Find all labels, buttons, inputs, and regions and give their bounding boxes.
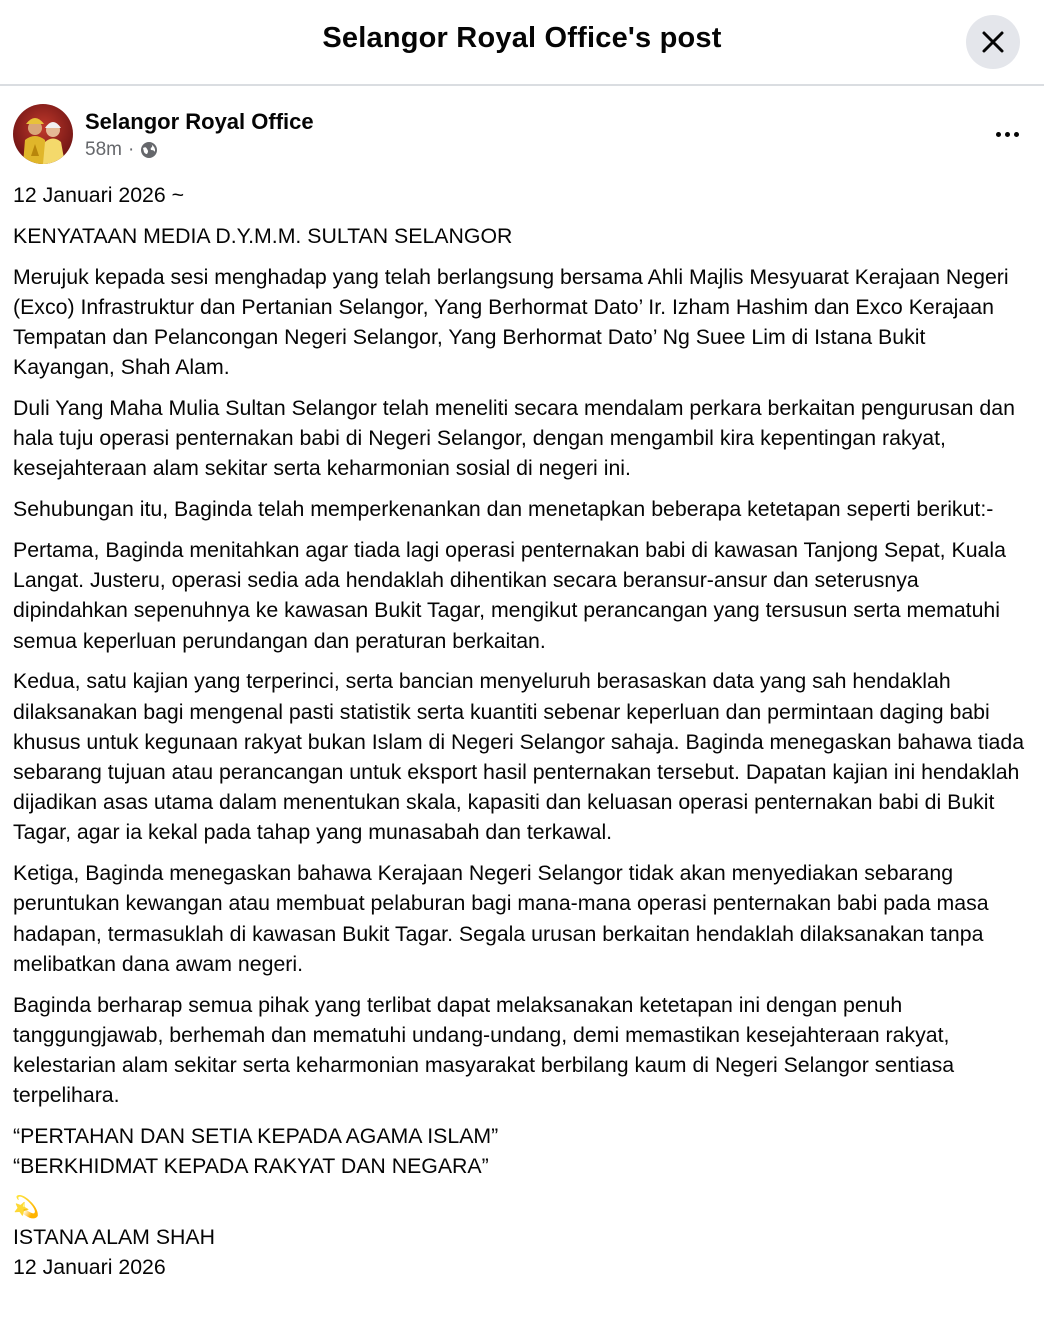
sparkle-emoji: 💫 bbox=[13, 1195, 40, 1220]
post-paragraph: Ketiga, Baginda menegaskan bahawa Kerajaan Negeri Selangor tidak akan menyediakan sebarang peruntukan kewangan atau membuat pelaburan bagi mana-mana operasi penternakan babi pada masa hadapan, termasuklah di kawasan Bukit Tagar. Segala urusan berkaitan hendaklah dilaksanakan tanpa melibatkan dana awam negeri. bbox=[13, 861, 989, 976]
dialog-header bbox=[0, 0, 1044, 86]
meta-separator: · bbox=[127, 139, 135, 160]
post-body bbox=[13, 180, 1033, 1293]
motto-line: “BERKHIDMAT KEPADA RAKYAT DAN NEGARA” bbox=[13, 1154, 489, 1179]
motto bbox=[13, 1121, 1033, 1181]
more-options-dot bbox=[1014, 132, 1019, 137]
author-name[interactable]: Selangor Royal Office bbox=[85, 109, 314, 134]
post-paragraph: Sehubungan itu, Baginda telah memperkenankan dan menetapkan beberapa ketetapan seperti berikut:- bbox=[13, 497, 994, 522]
post-paragraph: Duli Yang Maha Mulia Sultan Selangor telah meneliti secara mendalam perkara berkaitan pengurusan dan hala tuju operasi penternakan babi di Negeri Selangor, dengan mengambil kira kepentingan rakyat, kesejahteraan alam sekitar serta keharmonian sosial di negeri ini. bbox=[13, 396, 1015, 481]
signature bbox=[13, 1192, 1033, 1283]
signature-date: 12 Januari 2026 bbox=[13, 1255, 166, 1280]
more-options-icon bbox=[996, 132, 1001, 137]
post-paragraph: Kedua, satu kajian yang terperinci, serta bancian menyeluruh berasaskan data yang sah hendaklah dilaksanakan bagi mengenal pasti statistik serta kuantiti sebenar keperluan dan permintaan daging babi khusus untuk kegunaan rakyat bukan Islam di Negeri Selangor sahaja. Baginda menegaskan bahawa tiada sebarang tujuan atau perancangan untuk eksport hasil penternakan tersebut. Dapatan kajian ini hendaklah dijadikan asas utama dalam menentukan skala, kapasiti dan keluasan operasi penternakan babi di Bukit Tagar, agar ia kekal pada tahap yang munasabah dan terkawal. bbox=[13, 669, 1025, 845]
motto-line: “PERTAHAN DAN SETIA KEPADA AGAMA ISLAM” bbox=[13, 1124, 499, 1149]
signature-line: ISTANA ALAM SHAH bbox=[13, 1225, 215, 1250]
post-paragraph: Pertama, Baginda menitahkan agar tiada lagi operasi penternakan babi di kawasan Tanjong Sepat, Kuala Langat. Justeru, operasi sedia ada hendaklah dihentikan secara beransur-ansur dan seterusnya dipindahkan sepenuhnya ke kawasan Bukit Tagar, mengikut perancangan yang tersusun serta mematuhi semua keperluan perundangan dan peraturan berkaitan. bbox=[13, 538, 1006, 653]
avatar[interactable] bbox=[13, 104, 73, 164]
post-meta bbox=[85, 139, 158, 161]
dialog-title: Selangor Royal Office's post bbox=[322, 22, 722, 54]
close-icon bbox=[980, 29, 1006, 55]
profile-picture bbox=[13, 104, 73, 164]
post-paragraph: Baginda berharap semua pihak yang terlibat dapat melaksanakan ketetapan ini dengan penuh tanggungjawab, berhemah dan mematuhi undang-undang, demi memastikan kesejahteraan rakyat, kelestarian alam sekitar serta keharmonian masyarakat berbilang kaum di Negeri Selangor sentiasa terpelihara. bbox=[13, 992, 955, 1108]
post-paragraph: Merujuk kepada sesi menghadap yang telah berlangsung bersama Ahli Majlis Mesyuarat Kerajaan Negeri (Exco) Infrastruktur dan Pertanian Selangor, Yang Berhormat Dato’ Ir. Izham Hashim dan Exco Kerajaan Tempatan dan Pelancongan Negeri Selangor, Yang Berhormat Dato’ Ng Suee Lim di Istana Bukit Kayangan, Shah Alam. bbox=[13, 264, 1009, 380]
more-options-dot bbox=[1005, 132, 1010, 137]
post-paragraph: 12 Januari 2026 ~ bbox=[13, 183, 185, 207]
close-button[interactable] bbox=[966, 15, 1020, 69]
post-paragraph: KENYATAAN MEDIA D.Y.M.M. SULTAN SELANGOR bbox=[13, 223, 513, 248]
post-time[interactable]: 58m bbox=[85, 139, 122, 160]
more-options-button[interactable] bbox=[987, 114, 1027, 154]
globe-icon bbox=[140, 141, 158, 159]
